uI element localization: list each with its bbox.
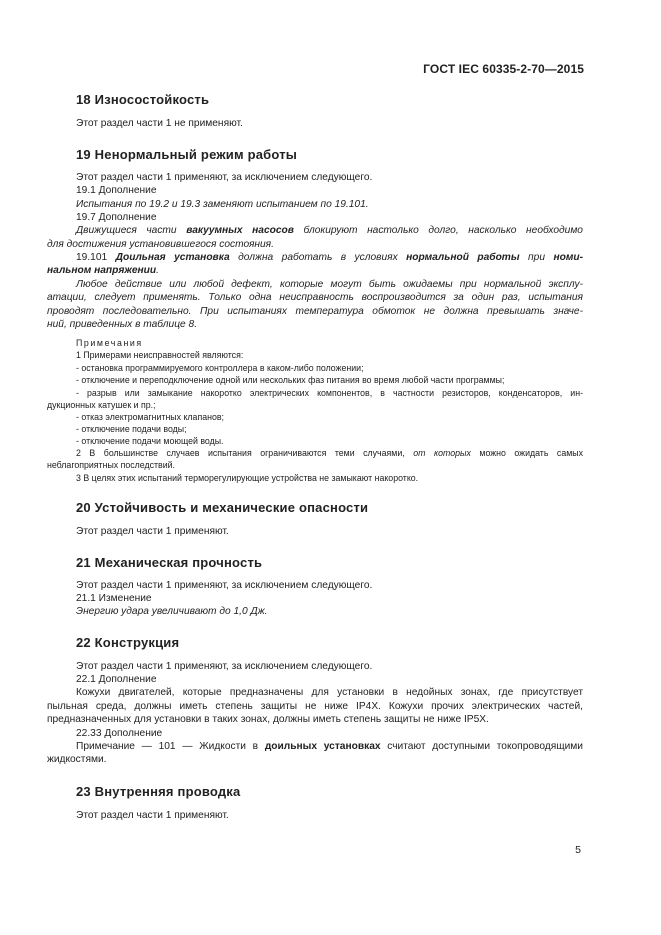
note-1-item: - отключение и переподключение одной или нескольких фаз питания во время любой части программы; [76, 375, 505, 385]
clause-19-7-label: 19.7 Дополнение [76, 212, 157, 223]
clause-22-1-line-2: пыльная среда, должны иметь степень защиты не ниже IP4X. Кожухи прочих электрических частей, [47, 701, 583, 712]
note-1-item: - разрыв или замыкание накоротко электрических компонентов, в частности резисторов, конденсаторов, ин- [76, 388, 583, 398]
page-number: 5 [575, 844, 581, 856]
clause-19-7-line-2: для достижения установившегося состояния. [47, 239, 274, 250]
notes-title: Примечания [76, 338, 143, 348]
section-23-text: Этот раздел части 1 применяют. [76, 810, 229, 821]
note-1-item: - отказ электромагнитных клапанов; [76, 412, 224, 422]
section-22-title: 22 Конструкция [76, 635, 180, 650]
note-3: 3 В целях этих испытаний терморегулирующие устройства не замыкают накоротко. [76, 473, 419, 483]
section-23-title: 23 Внутренняя проводка [76, 784, 241, 799]
note-1-item: - отключение подачи воды; [76, 424, 187, 434]
section-21-intro: Этот раздел части 1 применяют, за исключением следующего. [76, 580, 373, 591]
clause-19-1-text: Испытания по 19.2 и 19.3 заменяют испытанием по 19.101. [76, 199, 369, 210]
clause-22-33-line-1: Примечание — 101 — Жидкости в доильных установках считают доступными токопроводящими [76, 741, 583, 752]
clause-21-1-text: Энергию удара увеличивают до 1,0 Дж. [76, 606, 268, 617]
note-1-item: - отключение подачи моющей воды. [76, 436, 224, 446]
clause-22-1-label: 22.1 Дополнение [76, 674, 157, 685]
clause-22-33-label: 22.33 Дополнение [76, 728, 163, 739]
clause-22-1-line-3: предназначенных для установки в таких зонах, должны иметь степень защиты не ниже IP5X. [47, 714, 489, 725]
clause-21-1-label: 21.1 Изменение [76, 593, 152, 604]
clause-19-7-line-1: Движущиеся части вакуумных насосов блокируют настолько долго, насколько необходимо [76, 225, 583, 236]
clause-19-101-para-line-3: проводят последовательно. При испытаниях температура обмоток не должна превышать значе- [47, 306, 583, 317]
section-21-title: 21 Механическая прочность [76, 555, 263, 570]
note-2-line-1: 2 В большинстве случаев испытания ограничиваются теми случаями, от которых можно ожидать самых [76, 448, 583, 458]
note-1: 1 Примерами неисправностей являются: [76, 350, 244, 360]
clause-19-101-line-2: нальном напряжении. [47, 265, 159, 276]
clause-22-33-line-2: жидкостями. [47, 754, 107, 765]
clause-19-1-label: 19.1 Дополнение [76, 185, 157, 196]
note-2-line-2: неблагоприятных последствий. [47, 460, 176, 470]
clause-19-101-para-line-4: ний, приведенных в таблице 8. [47, 319, 198, 330]
note-1-item-continuation: дукционных катушек и пр.; [47, 400, 156, 410]
clause-19-101-line-1: 19.101 Доильная установка должна работать в условиях нормальной работы при номи- [76, 252, 583, 263]
section-20-title: 20 Устойчивость и механические опасности [76, 500, 369, 515]
section-18-text: Этот раздел части 1 не применяют. [76, 118, 243, 129]
section-19-intro: Этот раздел части 1 применяют, за исключением следующего. [76, 172, 373, 183]
section-19-title: 19 Ненормальный режим работы [76, 147, 298, 162]
clause-22-1-line-1: Кожухи двигателей, которые предназначены для установки в недойных зонах, где присутствует [76, 687, 583, 698]
note-1-item: - остановка программируемого контроллера в каком-либо положении; [76, 363, 364, 373]
clause-19-101-para-line-2: атации, следует применять. Только одна неисправность воспроизводится за один раз, испытания [47, 292, 583, 303]
document-code: ГОСТ IEC 60335-2-70—2015 [423, 62, 584, 76]
section-20-text: Этот раздел части 1 применяют. [76, 526, 229, 537]
section-18-title: 18 Износостойкость [76, 92, 210, 107]
section-22-intro: Этот раздел части 1 применяют, за исключением следующего. [76, 661, 373, 672]
clause-19-101-para-line-1: Любое действие или любой дефект, которые могут быть ожидаемы при нормальной эксплу- [76, 279, 583, 290]
